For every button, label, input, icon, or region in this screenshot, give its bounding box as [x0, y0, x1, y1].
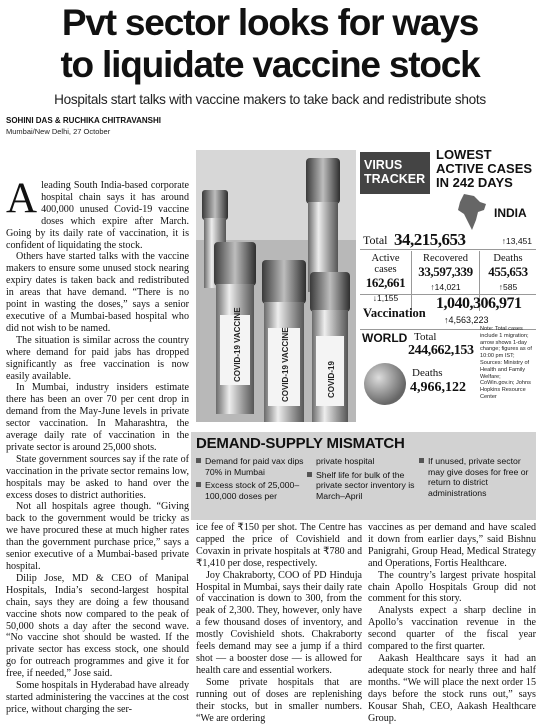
active-label: Active cases	[371, 253, 400, 275]
bullet-item: If unused, private sector may give doses for free or return to district administrations	[419, 456, 531, 498]
world-deaths-value: 4,966,122	[410, 380, 466, 395]
vaccination-label: Vaccination	[363, 306, 426, 320]
vaccination-change: ↑4,563,223	[444, 315, 489, 325]
vial-label: COVID-19 VACCINE	[281, 327, 290, 402]
article-paragraph: Analysts expect a sharp decline in Apollo’s vaccination revenue in the second quarter of the fiscal year compared to the first quarter.	[368, 605, 536, 653]
world-deaths-label: Deaths	[412, 367, 443, 379]
byline: SOHINI DAS & RUCHIKA CHITRAVANSHI	[6, 116, 161, 125]
paragraph-text: leading South India-based corporate hospital chain says it has around 400,000 unused Covid-19 vaccine doses which expire after March. Going by its daily rate of vaccination, it is confident of liquidating the stock.	[6, 180, 189, 251]
tracker-headline: LOWEST ACTIVE CASES IN 242 DAYS	[436, 147, 533, 190]
headline	[0, 2, 540, 86]
article-paragraph: Dilip Jose, MD & CEO of Manipal Hospitals, India’s second-largest hospital chain, says they are doing a few thousand vaccine shots now compared to the peak of 50,000 shots a day after the second wave. “No vaccine shot should be wasted. If the private sector has excess stock, one should go for outreach programmes and give it for free, if needed,” Jose said.	[6, 572, 189, 680]
active-value: 162,661	[365, 275, 406, 290]
total-change: ↑13,451	[501, 236, 532, 246]
active-change: ↓1,155	[372, 293, 399, 303]
demand-supply-col-a	[196, 456, 306, 504]
globe-icon	[364, 363, 406, 405]
deaths-change: ↑585	[498, 282, 518, 292]
country-label: INDIA	[494, 206, 527, 220]
article-paragraph: vaccines as per demand and have scaled it down from earlier days,” said Bishnu Panigrahi, Group Head, Medical Strategy and Operations, Fortis Healthcare.	[368, 522, 536, 569]
subheadline: Hospitals start talks with vaccine makers to take back and redistribute shots	[54, 92, 486, 107]
article-paragraph: ice fee of ₹150 per shot. The Centre has capped the price of Covishield and Covaxin in private hospitals at ₹780 and ₹1,410 per dose, respectively.	[196, 522, 362, 569]
article-paragraph: Some private hospitals that are running out of doses are replenishing their stocks, but in smaller numbers. “We are ordering	[196, 676, 362, 724]
total-label: Total	[363, 233, 388, 247]
deaths-value: 455,653	[488, 264, 528, 279]
recovered-change: ↑14,021	[430, 282, 461, 292]
recovered-label: Recovered	[423, 253, 468, 264]
vial-label: COVID-19	[327, 361, 336, 398]
demand-supply-col-b	[307, 456, 417, 504]
bullet-item: Shelf life for bulk of the private sector inventory is March–April	[307, 470, 417, 502]
bullet-item: Excess stock of 25,000–100,000 doses per	[196, 480, 306, 501]
article-column-3	[368, 522, 536, 724]
article-paragraph: Others have started talks with the vaccine makers to ensure some unused stock nearing expiry dates is taken back and redistributed in areas that have demand. “There is no point in wasting the doses,” says a senior executive of a Mumbai-based hospital who did not wish to be named.	[6, 251, 189, 334]
world-total-value: 244,662,153	[408, 343, 474, 358]
article-paragraph: The country’s largest private hospital chain Apollo Hospitals Group did not comment for this story.	[368, 569, 536, 605]
headline-line-1: Pvt sector looks for ways	[61, 2, 479, 43]
article-paragraph: Joy Chakraborty, COO of PD Hinduja Hospital in Mumbai, says their daily rate of vaccination is down to 300, from the peak of 2,300. They, however, only have a few thousand doses of inventory, and mostly Covishield shots. Chakraborty feels demand may see a jump if a third shot — a booster dose — is allowed for health care and essential workers.	[196, 569, 362, 676]
vaccination-row	[360, 294, 536, 330]
demand-supply-title: DEMAND-SUPPLY MISMATCH	[196, 435, 405, 452]
vials-illustration	[196, 150, 356, 422]
vaccination-value: 1,040,306,971	[436, 295, 522, 312]
article-paragraph: Not all hospitals agree though. “Giving back to the government would be tricky as we have procured these at much higher rates than the government purchase price,” says a senior executive of a Mumbai-based private hospital.	[6, 501, 189, 572]
demand-supply-col-c	[419, 456, 531, 501]
bullet-item: Demand for paid vax dips 70% in Mumbai	[196, 456, 306, 477]
drop-cap: A	[6, 175, 38, 222]
vial-label: COVID-19 VACCINE	[233, 307, 242, 382]
recovered-value: 33,597,339	[418, 264, 473, 279]
world-total-label: Total	[414, 331, 437, 343]
india-total-row	[360, 230, 536, 250]
bullet-continuation: private hospital	[316, 456, 375, 466]
dateline: Mumbai/New Delhi, 27 October	[6, 127, 111, 136]
world-label: WORLD	[362, 331, 408, 345]
article-paragraph: State government sources say if the rate of vaccination in the private sector remains low, hospitals may be asked to hand over the excess doses to district authorities.	[6, 453, 189, 501]
tracker-note: Note: Total cases include 1 migration; arrow shows 1-day change; figures as of 10:00 pm IST; Sources: Ministry of Health and Family Welfare; CoWin.gov.in; Johns Hopkins Resource Center	[480, 326, 532, 400]
virus-tracker-badge: VIRUS TRACKER	[360, 152, 430, 194]
article-paragraph: Some hospitals in Hyderabad have already started administering the vaccines at the cost price, without charging the ser-	[6, 680, 189, 715]
article-paragraph: In Mumbai, industry insiders estimate there has been an over 70 per cent drop in demand from the May-June levels in private sector vaccination. In Maharashtra, the average daily rate of vaccination in the private sector is around 25,000 shots.	[6, 382, 189, 453]
total-value: 34,215,653	[394, 230, 466, 249]
article-column-2	[196, 522, 362, 724]
india-map-icon	[452, 192, 492, 232]
article-paragraph	[6, 175, 189, 251]
deaths-label: Deaths	[493, 253, 523, 264]
article-column-1	[6, 175, 189, 716]
article-paragraph: Aakash Healthcare says it had an adequate stock for nearly three and half months. “We will place the next order 15 days before the stock runs out,” says Kousar Shah, CEO, Aakash Healthcare Group.	[368, 652, 536, 724]
virus-tracker	[360, 148, 536, 426]
article-paragraph: The situation is similar across the country where demand for paid jabs has dropped significantly as free vaccination is now easily available.	[6, 334, 189, 382]
vaccine-vials-photo	[196, 150, 356, 422]
demand-supply-box	[191, 432, 536, 520]
headline-line-2: to liquidate vaccine stock	[60, 44, 480, 85]
